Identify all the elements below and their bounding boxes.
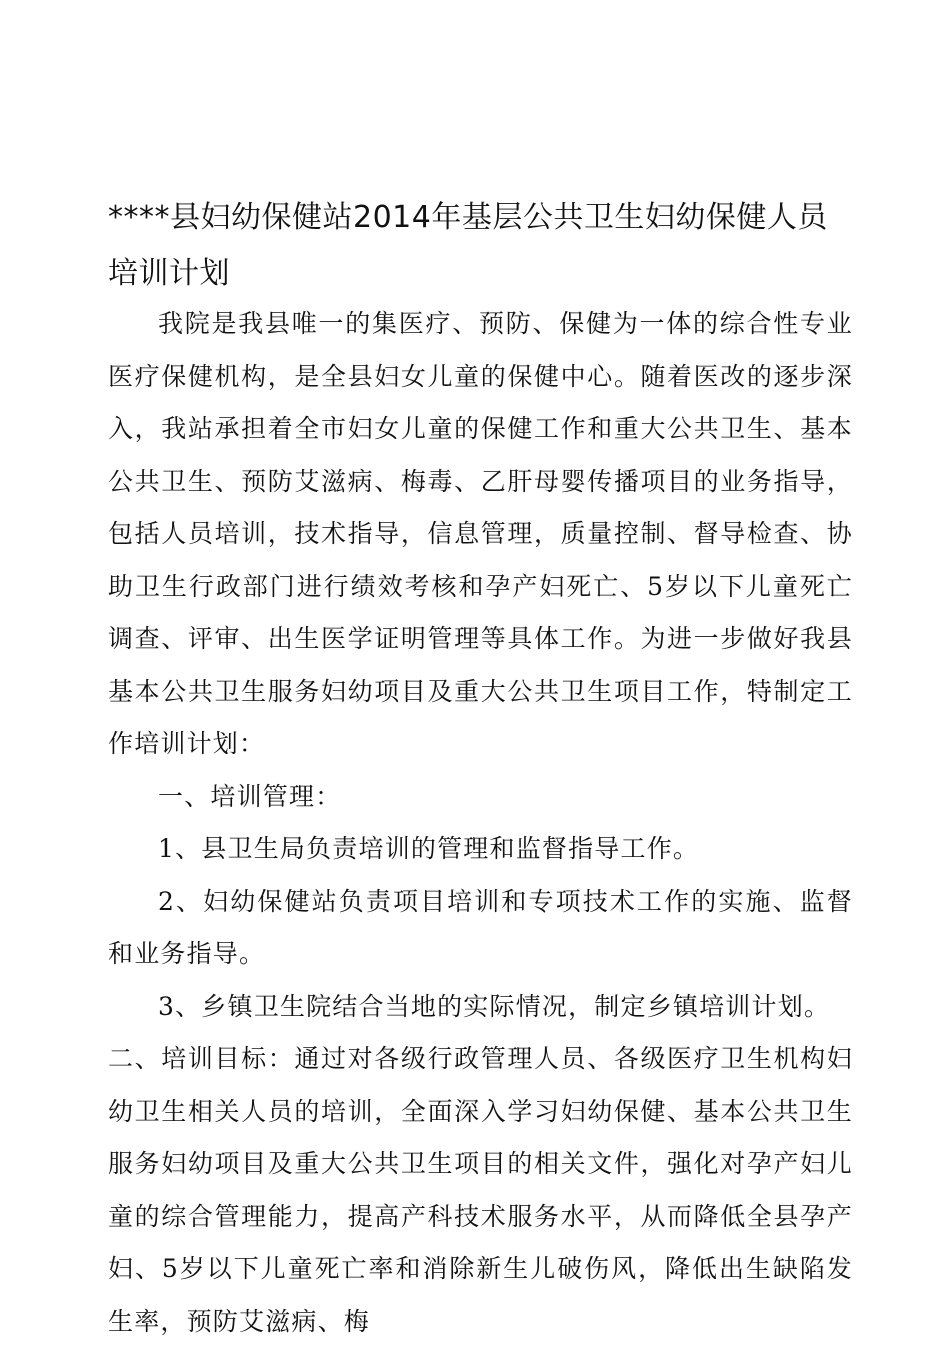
management-item-1: 1、县卫生局负责培训的管理和监督指导工作。 (158, 834, 700, 863)
document-title: ****县妇幼保健站2014年基层公共卫生妇幼保健人员培训计划 (108, 200, 828, 291)
document-body (108, 298, 853, 1348)
management-item-2: 2、妇幼保健站负责项目培训和专项技术工作的实施、监督和业务指导。 (108, 886, 853, 968)
section-heading-management: 一、培训管理： (158, 781, 342, 811)
management-item-3: 3、乡镇卫生院结合当地的实际情况，制定乡镇培训计划。 (158, 991, 831, 1021)
intro-paragraph: 我院是我县唯一的集医疗、预防、保健为一体的综合性专业医疗保健机构，是全县妇女儿童的保健中心。随着医改的逐步深入，我站承担着全市妇女儿童的保健工作和重大公共卫生、基本公共卫生、预防艾滋病、梅毒、乙肝母婴传播项目的业务指导，包括人员培训，技术指导，信息管理，质量控制、督导检查、协助卫生行政部门进行绩效考核和孕产妇死亡、5岁以下儿童死亡调查、评审、出生医学证明管理等具体工作。为进一步做好我县基本公共卫生服务妇幼项目及重大公共卫生项目工作，特制定工作培训计划： (108, 309, 853, 758)
section-training-goals: 二、培训目标：通过对各级行政管理人员、各级医疗卫生机构妇幼卫生相关人员的培训，全面深入学习妇幼保健、基本公共卫生服务妇幼项目及重大公共卫生项目的相关文件，强化对孕产妇儿童的综合管理能力，提高产科技术服务水平，从而降低全县孕产妇、5岁以下儿童死亡率和消除新生儿破伤风，降低出生缺陷发生率，预防艾滋病、梅 (108, 1044, 853, 1336)
